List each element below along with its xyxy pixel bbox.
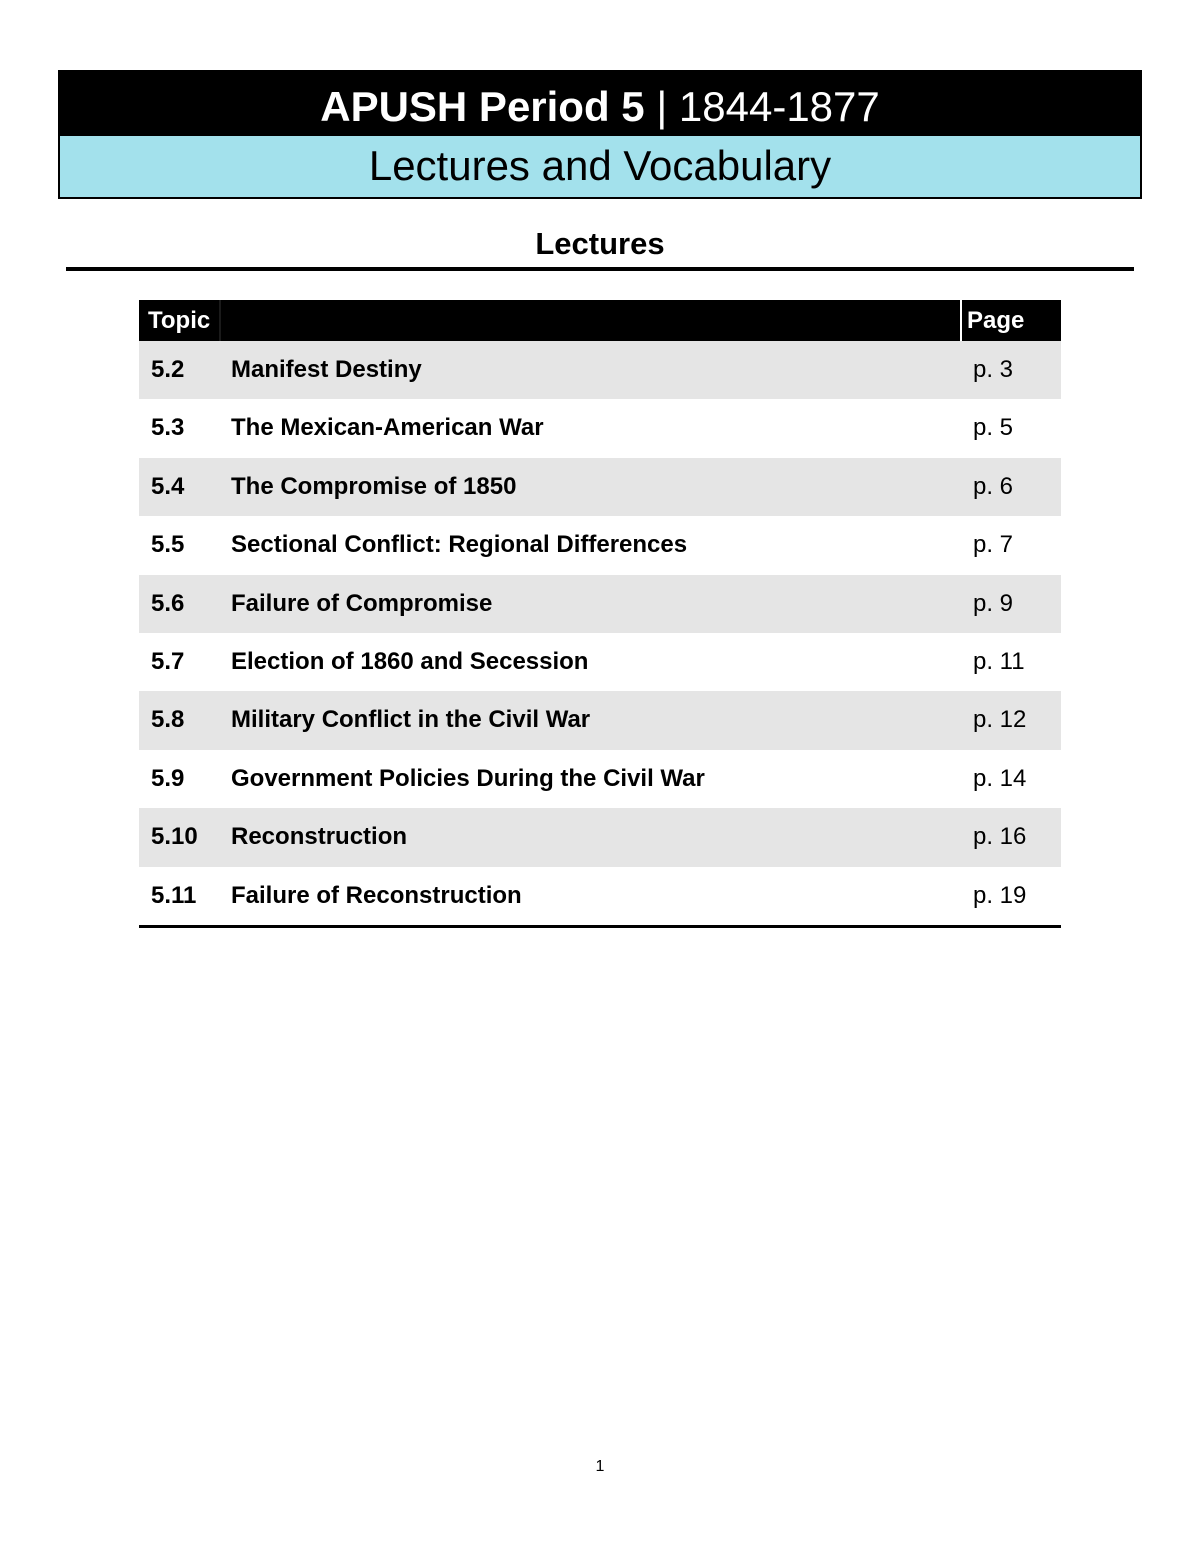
column-header-page: Page [967,307,1025,334]
lecture-number: 5.3 [151,414,185,442]
lecture-topic: The Compromise of 1850 [231,472,517,500]
lecture-page: p. 11 [973,647,1025,675]
lecture-number: 5.6 [151,589,185,617]
table-row [139,575,1061,633]
lecture-number: 5.10 [151,823,198,851]
table-row [139,808,1061,866]
lecture-page: p. 3 [973,356,1014,383]
lecture-topic: Election of 1860 and Secession [231,647,589,675]
section-heading: Lectures [535,226,665,261]
lecture-topic: Sectional Conflict: Regional Differences [231,531,688,559]
table-row [139,516,1061,574]
table-row [139,867,1061,925]
lecture-topic: The Mexican-American War [231,414,544,442]
title-box [58,70,1142,199]
lecture-number: 5.5 [151,531,185,559]
lecture-number: 5.7 [151,647,185,675]
table-row [139,341,1061,399]
lecture-topic: Manifest Destiny [231,356,422,383]
lecture-page: p. 12 [973,706,1027,734]
lecture-page: p. 14 [973,764,1027,792]
table-bottom-rule [139,925,1061,928]
lecture-page: p. 16 [973,823,1027,851]
lectures-table [139,300,1061,928]
subtitle-bar [60,136,1140,197]
table-row [139,691,1061,749]
table-body [139,341,1061,925]
table-row [139,399,1061,457]
lecture-topic: Failure of Compromise [231,589,493,617]
lecture-topic: Reconstruction [231,823,408,851]
title-main: APUSH Period 5 [320,83,645,130]
lecture-number: 5.4 [151,472,185,500]
lecture-number: 5.9 [151,764,185,792]
header-divider [960,300,962,341]
lecture-topic: Military Conflict in the Civil War [231,706,591,734]
lecture-page: p. 9 [973,589,1014,617]
title-years: 1844-1877 [678,83,880,130]
lecture-page: p. 5 [973,414,1014,442]
lecture-topic: Government Policies During the Civil War [231,764,705,792]
page-number: 1 [595,1458,605,1475]
table-row [139,633,1061,691]
section-divider [66,267,1134,271]
table-header [139,300,1061,341]
lecture-number: 5.2 [151,356,185,383]
title-bar [60,72,1140,136]
table-row [139,458,1061,516]
lecture-page: p. 6 [973,472,1014,500]
column-header-topic: Topic [148,307,211,334]
header-divider [219,300,221,341]
lecture-page: p. 7 [973,531,1014,559]
subtitle: Lectures and Vocabulary [368,142,832,189]
lecture-number: 5.11 [151,881,197,909]
lecture-topic: Failure of Reconstruction [231,881,522,909]
lecture-number: 5.8 [151,706,185,734]
lecture-page: p. 19 [973,881,1027,909]
table-row [139,750,1061,808]
title-separator: | [644,83,679,130]
